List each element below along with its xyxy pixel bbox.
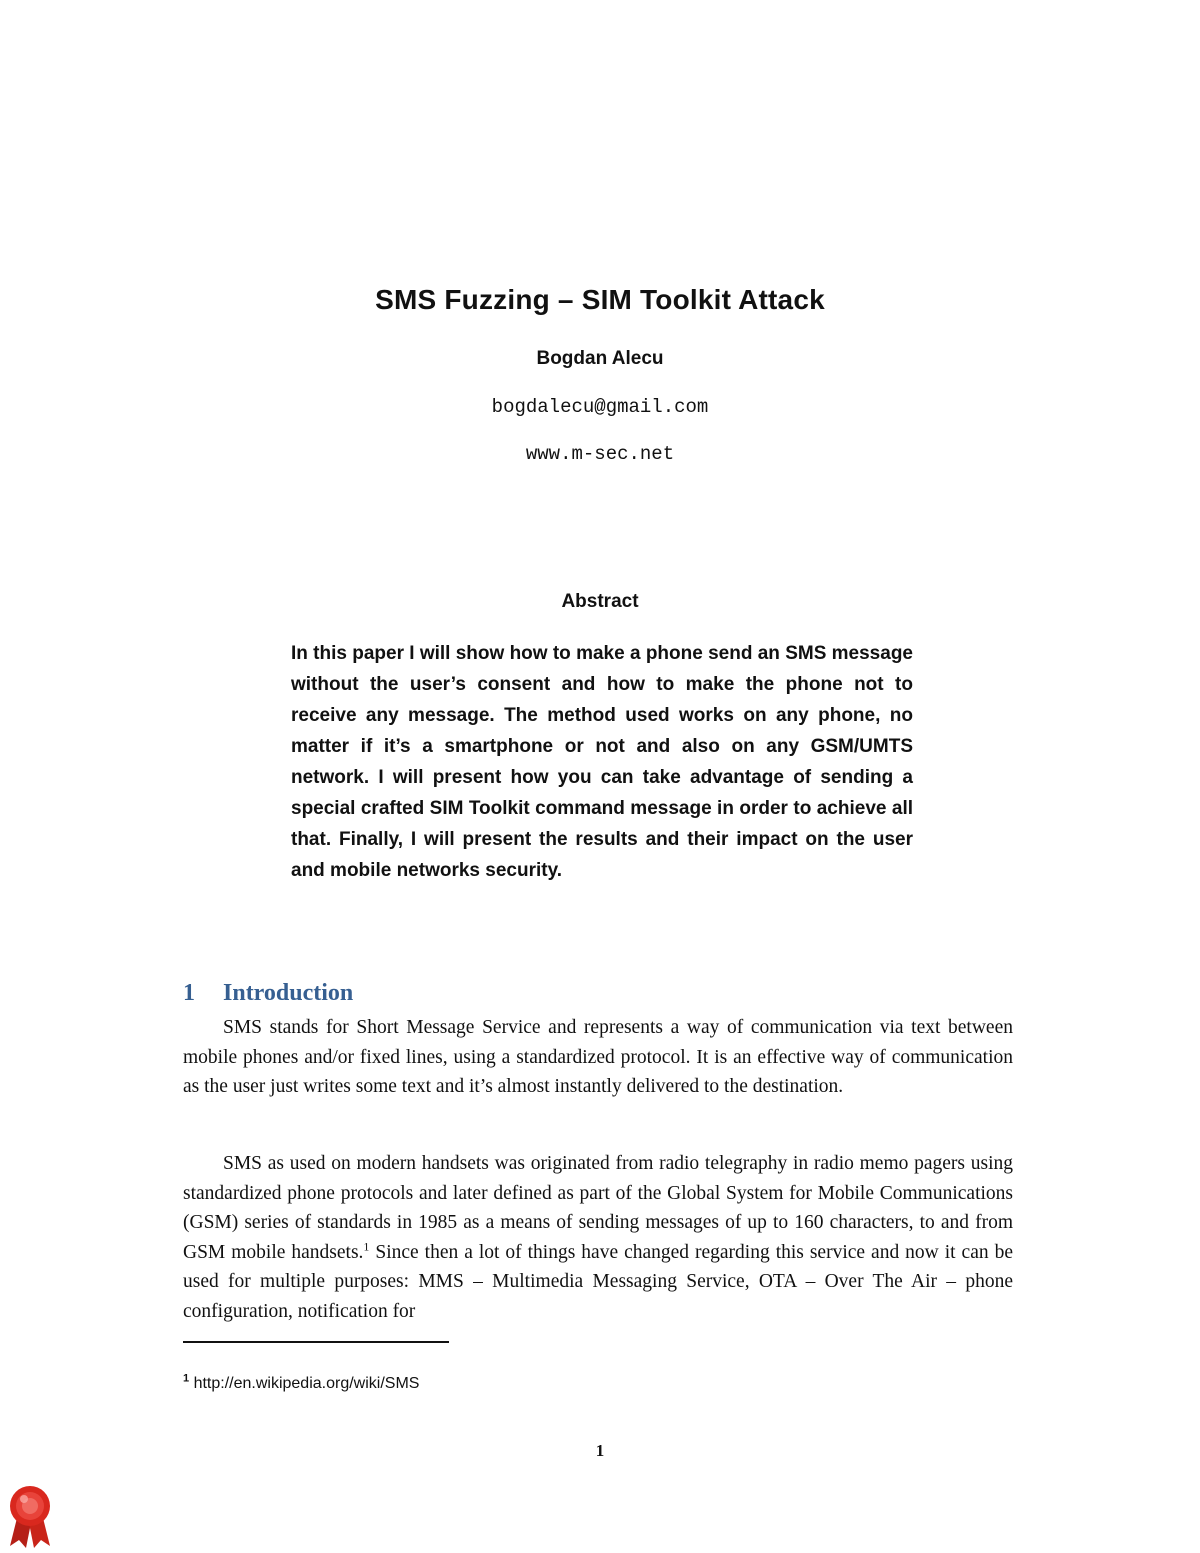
intro-paragraph-2-part-1: SMS as used on modern handsets was originated from radio telegraphy in radio memo pagers using standardized phone protocols and later defined as part of the Global System for Mobile Communications (GSM) series of standards in 1985 as a means of sending messages of up to 160 characters, to and from GSM mobile handsets. [183, 1153, 1013, 1263]
intro-paragraph-2-part-2: Since then a lot of things have changed regarding this service and now it can be used for multiple purposes: MMS – Multimedia Messaging Service, OTA – Over The Air – phone configuration, notification for [183, 1241, 1013, 1322]
abstract-text: In this paper I will show how to make a phone send an SMS message without the user’s consent and how to make the phone not to receive any message. The method used works on any phone, no matter if it’s a smartphone or not and also on any GSM/UMTS network. I will present how you can take advantage of sending a special crafted SIM Toolkit command message in order to achieve all that. Finally, I will present the results and their impact on the user and mobile networks security. [291, 643, 913, 881]
author-email: bogdalecu@gmail.com [491, 396, 709, 418]
abstract-heading: Abstract [561, 591, 639, 612]
section-title: Introduction [223, 980, 354, 1006]
footnote-link[interactable]: http://en.wikipedia.org/wiki/SMS [189, 1375, 420, 1392]
footnote-separator [183, 1341, 449, 1343]
award-ribbon-icon [4, 1484, 56, 1550]
footnote [183, 1372, 420, 1393]
paper-title: SMS Fuzzing – SIM Toolkit Attack [375, 284, 825, 315]
intro-paragraph-1: SMS stands for Short Message Service and represents a way of communication via text between mobile phones and/or fixed lines, using a standardized protocol. It is an effective way of communication as the user just writes some text and it’s almost instantly delivered to the destination. [183, 1017, 1013, 1097]
intro-paragraph-2 [183, 1149, 1013, 1326]
section-number: 1 [183, 980, 195, 1006]
author-name: Bogdan Alecu [536, 348, 664, 369]
section-heading [183, 980, 353, 1007]
author-website: www.m-sec.net [525, 443, 675, 465]
footnote-reference[interactable]: 1 [363, 1239, 370, 1253]
page-number: 1 [595, 1441, 605, 1460]
footnote-marker: 1 [183, 1372, 190, 1385]
